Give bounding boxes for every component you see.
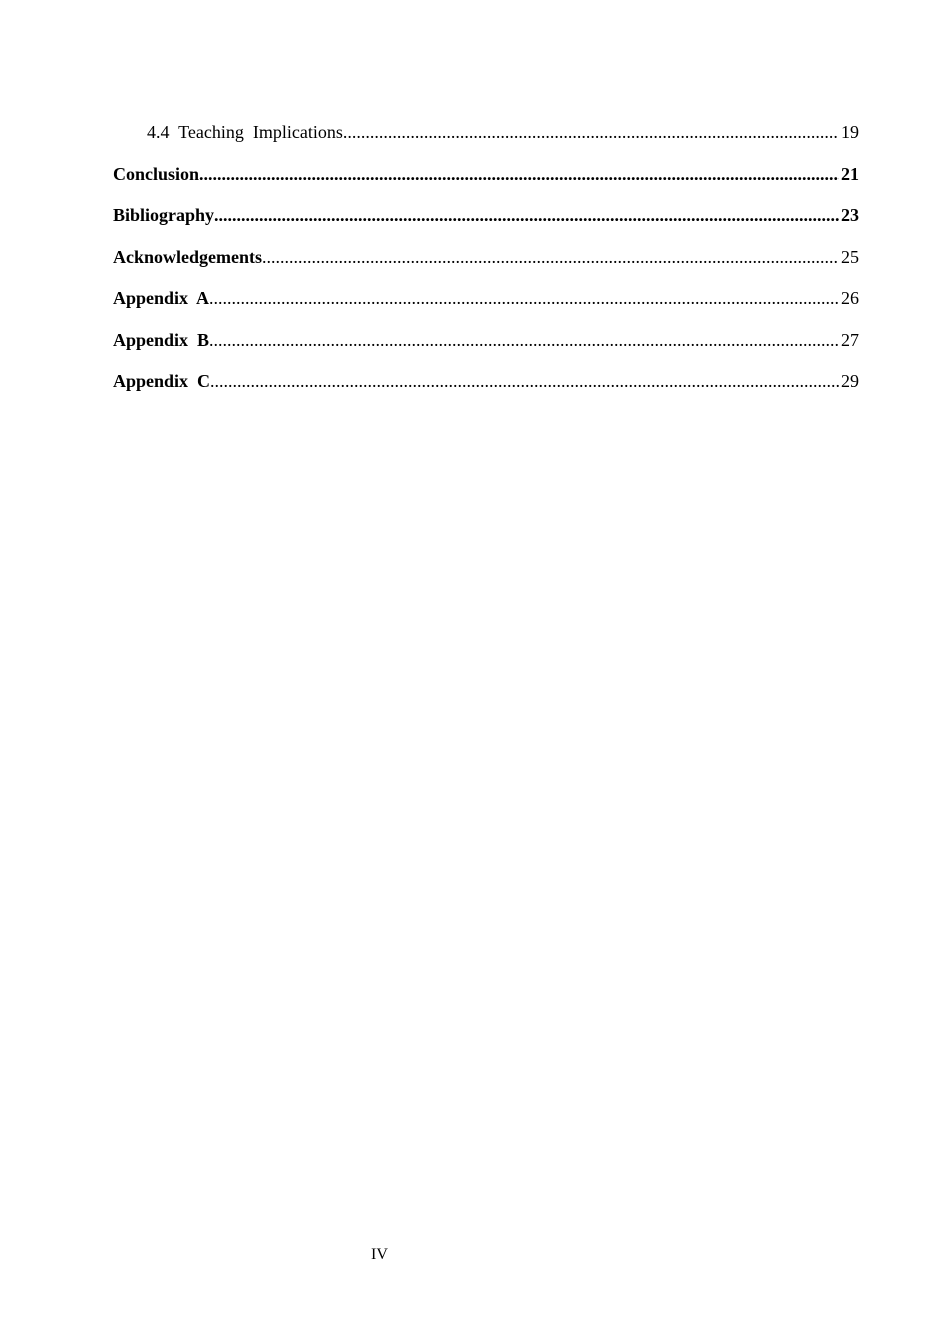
toc-entry-label: 4.4 Teaching Implications [147,122,343,142]
toc-entry-page: 21 [841,163,859,184]
toc-entry-label: Appendix C [113,371,211,391]
toc-dot-leader [199,160,839,188]
table-of-contents [113,118,859,409]
toc-entry-bibliography[interactable] [113,201,859,243]
toc-entry-label: Conclusion [113,163,200,184]
page-number: IV [371,1246,388,1263]
toc-entry-acknowledgements[interactable] [113,243,859,285]
toc-entry-conclusion[interactable] [113,160,859,202]
toc-entry-page: 26 [841,288,859,308]
toc-dot-leader [209,284,839,312]
toc-entry-page: 25 [841,246,859,267]
toc-entry-appendix-c[interactable] [113,367,859,409]
toc-entry-page: 29 [841,371,859,391]
toc-entry-teaching-implications[interactable] [113,118,859,160]
toc-entry-label: Appendix A [113,288,210,308]
toc-dot-leader [262,243,839,271]
toc-entry-page: 23 [841,205,859,225]
toc-entry-label: Bibliography [113,205,215,225]
toc-dot-leader [210,367,839,395]
toc-entry-appendix-a[interactable] [113,284,859,326]
toc-entry-appendix-b[interactable] [113,326,859,368]
toc-entry-label: Appendix B [113,329,210,350]
toc-entry-label: Acknowledgements [113,246,262,267]
toc-entry-page: 19 [841,122,859,142]
toc-dot-leader [214,201,839,229]
toc-dot-leader [343,118,839,146]
toc-dot-leader [209,326,839,354]
toc-entry-page: 27 [841,329,859,350]
